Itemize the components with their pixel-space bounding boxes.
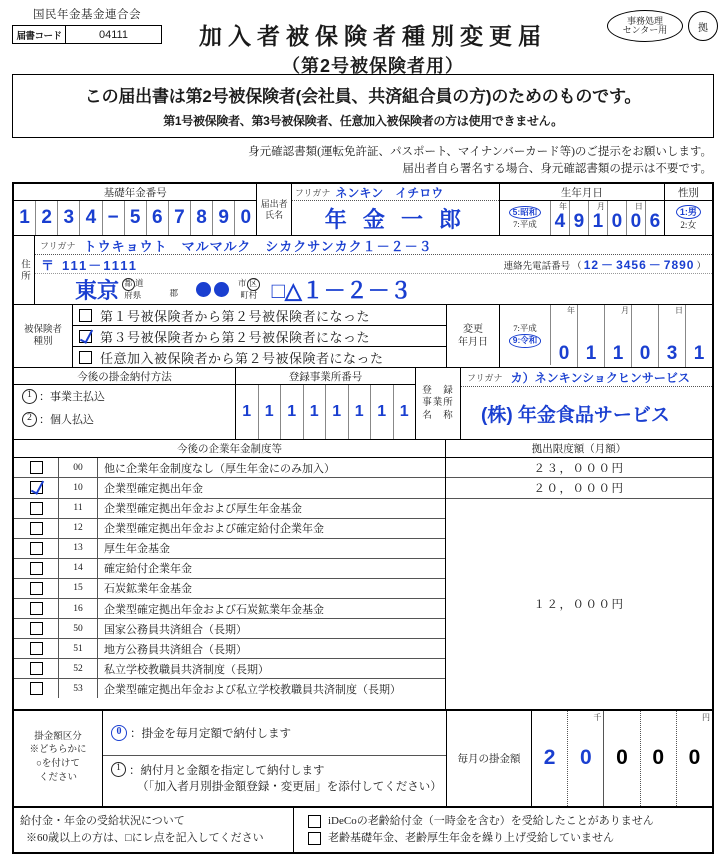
office-number-digits[interactable] [236, 385, 415, 439]
contribution-limit-label: 拠出限度額（月額） [446, 440, 712, 458]
address-furigana-label: フリガナ [40, 240, 76, 251]
table-row[interactable] [14, 519, 445, 539]
pension-number-field [14, 184, 257, 235]
monthly-amount-digit-5[interactable] [677, 711, 712, 806]
contribution-option-1[interactable] [103, 756, 446, 806]
cp-name: 厚生年金基金 [104, 543, 170, 556]
applicant-furigana-row [292, 184, 499, 201]
form-header [0, 0, 726, 76]
city-suffix-shi: 市 [238, 277, 247, 288]
cp-checkbox-cell[interactable] [14, 679, 59, 698]
applicant-name-label [257, 184, 291, 235]
applicant-furigana-value[interactable]: ネンキン イチロウ [335, 185, 444, 200]
postal-code-row [35, 255, 712, 274]
contribution-limit-00: ２３，０００円 [446, 458, 712, 478]
office-digit[interactable]: 1 [399, 403, 409, 421]
change-year-digit-2[interactable] [578, 305, 605, 367]
payment-option-2-label: ：個人払込 [39, 413, 94, 426]
cp-code: 00 [59, 458, 98, 477]
table-row[interactable] [14, 579, 445, 599]
cp-name: 石炭鉱業年金基金 [104, 583, 192, 596]
birth-day-digit-2[interactable] [646, 201, 664, 235]
sex-label: 性別 [665, 184, 712, 201]
cp-code: 10 [59, 478, 98, 497]
office-row [14, 368, 712, 440]
cp-checkbox-cell[interactable] [14, 499, 59, 518]
change-day-digit-1[interactable] [659, 305, 686, 367]
cp-name: 企業型確定拠出年金 [104, 482, 203, 495]
footer-check-2-label: 老齢基礎年金、老齢厚生年金を繰り上げ受給していません [328, 832, 614, 845]
payment-option-1[interactable] [22, 389, 235, 404]
stamp-oval-line1: 事務処理 [626, 15, 663, 26]
footer-checkbox-1[interactable] [308, 815, 321, 828]
monthly-amount-digit-4[interactable] [641, 711, 677, 806]
pn-digit[interactable]: 7 [169, 201, 191, 235]
furigana-label: フリガナ [294, 187, 331, 198]
change-digit-value[interactable]: 1 [585, 343, 597, 365]
footer-left-line-1: 給付金・年金の受給状況について [20, 814, 185, 827]
identity-note-line1: 身元確認書類(運転免許証、パスポート、マイナンバーカード等)のご提示をお願いします。 [248, 146, 712, 158]
contribution-label-1: 掛金額区分 [34, 731, 82, 742]
payment-method-options [14, 385, 235, 439]
birth-month-unit: 月 [596, 202, 605, 212]
table-row[interactable] [14, 478, 445, 498]
form-code-value: 04111 [99, 28, 128, 41]
page-title: 加入者被保険者種別変更届 [199, 23, 547, 49]
office-name-label-1: 登 録 [422, 385, 454, 396]
monthly-amount-digit-1[interactable] [532, 711, 568, 806]
office-digit[interactable]: 1 [371, 385, 394, 439]
yen-unit: 円 [702, 712, 711, 722]
category-label-1: 被保険者 [23, 325, 62, 335]
page-subtitle: （第2号被保険者用） [281, 56, 464, 76]
category-option-3-label: 任意加入被保険者から第２号被保険者になった [100, 350, 384, 366]
table-row[interactable] [14, 599, 445, 619]
cp-checkbox-cell[interactable] [14, 599, 59, 618]
birth-era-selector[interactable] [500, 201, 551, 235]
city-suffix-chouson: 町村 [240, 289, 258, 300]
pn-separator: − [103, 201, 125, 235]
pn-digit[interactable]: 6 [147, 201, 169, 235]
pn-digit[interactable]: 0 [240, 207, 252, 229]
change-month-digit-1[interactable] [605, 305, 632, 367]
address-detail-row [35, 274, 712, 304]
gun-label-text: 郡 [169, 288, 179, 299]
applicant-name-label-1: 届出者 [260, 199, 288, 210]
birth-digit-value[interactable]: 0 [630, 211, 642, 233]
office-furigana-value[interactable]: カ）ネンキンショクヒンサービス [510, 370, 690, 385]
cp-name: 国家公務員共済組合（長期） [104, 623, 247, 636]
payment-option-2-number[interactable]: 2 [22, 412, 37, 427]
sex-option-female[interactable]: 2:女 [680, 220, 697, 231]
birth-date-field [500, 184, 665, 235]
cp-name: 企業型確定拠出年金および石炭鉱業年金基金 [104, 603, 324, 616]
address-furigana-row [35, 236, 712, 255]
change-digit-value[interactable]: 0 [558, 343, 570, 365]
cp-code: 51 [59, 639, 98, 658]
contribution-option-1-number[interactable]: 1 [111, 762, 126, 777]
category-option-1-label: 第１号被保険者から第２号被保険者になった [100, 308, 371, 324]
processing-center-stamp-icon [607, 10, 683, 42]
category-option-2[interactable] [73, 326, 446, 347]
category-row [14, 305, 712, 368]
cp-checkbox-50[interactable] [30, 622, 43, 635]
corporate-pension-label: 今後の企業年金制度等 [14, 440, 445, 458]
birth-month-digit-1[interactable] [589, 201, 608, 235]
telephone-close-paren: ） [696, 261, 706, 272]
monthly-digit-value[interactable]: 2 [543, 746, 556, 770]
birth-month-digit-2[interactable] [608, 201, 627, 235]
footer-left-line-2: ※60歳以上の方は、□にレ点を記入してください [26, 832, 264, 845]
cp-checkbox-16[interactable] [30, 602, 43, 615]
telephone-separator-2: － [648, 258, 662, 273]
prefecture-value[interactable]: 東京 [75, 277, 120, 303]
birth-digit-value[interactable]: 9 [573, 211, 585, 233]
cp-checkbox-cell[interactable] [14, 619, 59, 638]
cp-checkbox-53[interactable] [30, 682, 43, 695]
thousand-unit: 千 [593, 712, 602, 722]
cp-checkbox-14[interactable] [30, 562, 43, 575]
corporate-pension-rows [14, 458, 445, 698]
prefecture-suffix-ken: 県 [132, 289, 142, 300]
cp-checkbox-12[interactable] [30, 522, 43, 535]
office-digit[interactable]: 1 [259, 385, 282, 439]
telephone-part-3[interactable]: 7890 [663, 257, 695, 272]
birth-date-label: 生年月日 [500, 184, 664, 201]
cp-checkbox-11[interactable] [30, 502, 43, 515]
prefecture-suffix [122, 278, 144, 301]
change-digit-value[interactable]: 1 [693, 343, 705, 365]
prefecture-suffix-fu: 府 [124, 289, 133, 300]
contribution-label-2: ※どちらかに [29, 745, 87, 756]
telephone-separator-1: － [601, 258, 615, 273]
sex-options[interactable] [665, 201, 712, 235]
change-day-digit-2[interactable] [686, 305, 712, 367]
cp-checkbox-cell[interactable] [14, 559, 59, 578]
cp-checkbox-cell[interactable] [14, 639, 59, 658]
contribution-option-0-number[interactable]: 0 [111, 725, 127, 741]
office-digit[interactable]: 1 [304, 385, 327, 439]
monthly-digit-value[interactable]: 0 [616, 746, 628, 770]
change-digit-value[interactable]: 3 [666, 343, 678, 365]
pn-digit[interactable]: 9 [213, 201, 235, 235]
prefecture-suffix-do: 道 [135, 277, 144, 288]
monthly-amount-field [447, 711, 712, 806]
cp-checkbox-cell[interactable] [14, 519, 59, 538]
city-suffix [238, 278, 260, 301]
cp-name: 他に企業年金制度なし（厚生年金にのみ加入） [104, 462, 335, 475]
table-row[interactable] [14, 619, 445, 639]
address-main [35, 236, 712, 304]
notice-primary: この届出書は第2号被保険者(会社員、共済組合員の方)のためのものです。 [84, 87, 642, 106]
payment-option-2[interactable] [22, 412, 235, 427]
monthly-digit-value[interactable]: 0 [688, 746, 701, 770]
birth-day-digit-1[interactable] [627, 201, 646, 235]
cp-name: 企業型確定拠出年金および確定給付企業年金 [104, 523, 324, 536]
office-name-value[interactable]: (株) 年金食品サービス [481, 404, 670, 426]
category-label-2: 種別 [33, 337, 53, 348]
contribution-label-4: ください [38, 772, 77, 783]
contribution-label-3: ○を付けて [36, 759, 80, 770]
contribution-option-1-sub: （「加入者月別掛金額登録・変更届」を添付してください） [137, 780, 442, 793]
cp-checkbox-10[interactable] [30, 481, 43, 494]
telephone-part-1[interactable]: 12 [583, 257, 600, 272]
cp-code: 52 [59, 659, 98, 678]
payment-method-label: 今後の掛金納付方法 [14, 368, 235, 385]
cp-checkbox-00[interactable] [30, 461, 43, 474]
cp-checkbox-cell[interactable] [14, 539, 59, 558]
change-era-option-heisei[interactable]: 7:平成 [513, 322, 537, 333]
main-form-table [12, 182, 714, 807]
identity-note-line2: 届出者自ら署名する場合、身元確認書類の提示は不要です。 [402, 162, 712, 175]
city-mark-dots [196, 282, 229, 297]
birth-digit-value[interactable]: 0 [611, 211, 623, 233]
change-date-field [500, 305, 712, 367]
notice-secondary: 第1号被保険者、第3号被保険者、任意加入被保険者の方は使用できません。 [163, 114, 563, 128]
office-number-label: 登録事業所番号 [236, 368, 415, 385]
cp-code: 12 [59, 519, 98, 538]
contribution-label [14, 711, 103, 806]
contribution-option-1-label: ：納付月と金額を指定して納付します [129, 764, 325, 777]
monthly-digit-value[interactable]: 0 [579, 746, 592, 770]
table-row[interactable] [14, 679, 445, 698]
city-dot-icon [214, 282, 229, 297]
category-label [14, 305, 73, 367]
birth-year-unit: 年 [558, 202, 567, 212]
address-row [14, 236, 712, 305]
birth-digit-value[interactable]: 1 [592, 211, 604, 233]
cp-code: 15 [59, 579, 98, 598]
payment-option-1-number[interactable]: 1 [22, 389, 37, 404]
form-code-label: 届書コード [13, 26, 66, 43]
telephone-open-paren: （ [572, 261, 582, 272]
city-dot-icon [196, 282, 211, 297]
notice-box [12, 74, 714, 138]
birth-era-option-heisei[interactable]: 7:平成 [513, 219, 537, 230]
office-furigana-label: フリガナ [467, 372, 503, 383]
gun-label [170, 280, 179, 300]
cp-code: 14 [59, 559, 98, 578]
cp-name: 企業型確定拠出年金および厚生年金基金 [104, 503, 302, 516]
office-digit[interactable]: 1 [326, 385, 349, 439]
office-number-field [236, 368, 416, 439]
birth-digit-value[interactable]: 4 [554, 211, 566, 233]
address-detail-value[interactable]: □△１－２－３ [271, 277, 412, 303]
pension-number-digits[interactable] [14, 201, 256, 235]
contribution-options [103, 711, 447, 806]
identity-row [14, 184, 712, 236]
cp-code: 11 [59, 499, 98, 518]
table-row[interactable] [14, 458, 445, 478]
birth-date-body [500, 201, 664, 235]
monthly-amount-digit-2[interactable] [568, 711, 604, 806]
cp-checkbox-15[interactable] [30, 582, 43, 595]
monthly-amount-label: 毎月の掛金額 [447, 711, 532, 806]
contribution-row [14, 711, 712, 806]
contribution-option-0-label: ：掛金を毎月定額で納付します [130, 727, 291, 740]
cp-name: 確定給付企業年金 [104, 563, 192, 576]
telephone-block [504, 256, 706, 273]
payment-option-1-label: ：事業主払込 [39, 390, 105, 403]
identity-note [0, 144, 712, 177]
contribution-limit-10: ２０，０００円 [446, 478, 712, 498]
footer-box [12, 808, 714, 854]
cp-code: 53 [59, 679, 98, 698]
category-checkbox-2[interactable] [79, 330, 92, 343]
applicant-name-field [292, 184, 500, 235]
postal-code-value[interactable]: 111－1111 [62, 257, 139, 273]
cp-code: 50 [59, 619, 98, 638]
change-era-selector[interactable] [500, 305, 551, 365]
table-row[interactable] [14, 639, 445, 659]
cp-code: 13 [59, 539, 98, 558]
contribution-option-0[interactable] [103, 711, 446, 756]
office-name-label-3: 名 称 [422, 411, 454, 422]
pn-digit[interactable]: 3 [58, 201, 80, 235]
sex-field [665, 184, 712, 235]
pn-digit[interactable]: 5 [125, 201, 147, 235]
corporate-pension-list [14, 440, 446, 708]
table-row[interactable] [14, 559, 445, 579]
contribution-limit-merged: １２，０００円 [533, 598, 625, 611]
category-checkbox-1[interactable] [79, 309, 92, 322]
change-digit-value[interactable]: 0 [639, 343, 651, 365]
pn-digit[interactable]: 8 [191, 201, 213, 235]
pension-number-label: 基礎年金番号 [14, 184, 256, 201]
change-month-digit-2[interactable] [632, 305, 659, 367]
stamp-oval-line2: センター用 [622, 25, 668, 35]
cp-checkbox-cell[interactable] [14, 659, 59, 678]
office-digit[interactable]: 1 [236, 385, 259, 439]
office-digit[interactable]: 1 [349, 385, 372, 439]
change-date-label-2: 年月日 [458, 337, 488, 349]
birth-year-digit-1[interactable] [551, 201, 570, 235]
monthly-digit-value[interactable]: 0 [652, 746, 665, 770]
table-row[interactable] [14, 659, 445, 679]
category-option-3[interactable] [73, 347, 446, 367]
cp-checkbox-52[interactable] [30, 662, 43, 675]
kyo-stamp-icon: 拠 [688, 11, 718, 41]
pn-digit[interactable]: 4 [80, 201, 102, 235]
birth-era-option-showa[interactable]: 5:昭和 [509, 206, 542, 219]
change-day-unit: 日 [675, 306, 683, 316]
pn-digit[interactable]: 2 [36, 201, 58, 235]
cp-checkbox-13[interactable] [30, 542, 43, 555]
footer-check-row-1[interactable] [308, 813, 712, 831]
footer-check-1-label: iDeCoの老齢給付金（一時金を含む）を受給したことがありません [328, 814, 654, 827]
change-date-label [447, 305, 500, 367]
contribution-limit-column [446, 440, 712, 708]
category-option-1[interactable] [73, 305, 446, 326]
change-year-unit: 年 [567, 306, 575, 316]
cp-code: 16 [59, 599, 98, 618]
office-digit[interactable]: 1 [281, 385, 304, 439]
table-row[interactable] [14, 499, 445, 519]
table-row[interactable] [14, 539, 445, 559]
sex-option-male[interactable]: 1:男 [676, 205, 701, 220]
applicant-name-label-2: 氏名 [265, 209, 284, 220]
change-month-unit: 月 [621, 306, 629, 316]
birth-digit-value[interactable]: 6 [649, 211, 661, 233]
applicant-name-value[interactable]: 年 金 一 郎 [324, 206, 467, 232]
cp-checkbox-51[interactable] [30, 642, 43, 655]
footer-right [294, 808, 712, 852]
organization-name: 国民年金基金連合会 [33, 9, 141, 21]
cp-name: 企業型確定拠出年金および私立学校教職員共済制度（長期） [104, 683, 401, 696]
monthly-amount-digit-3[interactable] [604, 711, 640, 806]
office-name-field [461, 368, 712, 439]
payment-method-field [14, 368, 236, 439]
change-digit-value[interactable]: 1 [612, 343, 624, 365]
birth-day-unit: 日 [634, 202, 643, 212]
address-furigana-value[interactable]: トウキョウト マルマルク シカクサンカク１－２－３ [83, 238, 433, 254]
organization-block [12, 6, 162, 44]
corporate-pension-row [14, 440, 712, 710]
office-furigana-row [461, 368, 712, 387]
cp-name: 私立学校教職員共済制度（長期） [104, 663, 269, 676]
office-name-label-2: 事業所 [422, 398, 454, 409]
change-year-digit-1[interactable] [551, 305, 578, 367]
postal-mark-icon: 〒 [41, 257, 57, 273]
category-options [73, 305, 447, 367]
monthly-amount-digits[interactable] [532, 711, 712, 806]
office-name-label [416, 368, 461, 439]
cp-checkbox-cell[interactable] [14, 579, 59, 598]
change-era-option-reiwa[interactable]: 9:令和 [509, 334, 542, 347]
footer-left [14, 808, 294, 852]
stamp-area [607, 10, 718, 42]
change-date-label-1: 変更 [463, 324, 483, 336]
category-checkbox-3[interactable] [79, 351, 92, 364]
telephone-label: 連絡先電話番号 [503, 261, 571, 272]
address-side-label: 住所 [14, 236, 35, 304]
prefecture-suffix-to: 都 [122, 278, 135, 291]
city-suffix-ku: 区 [247, 278, 260, 291]
birth-year-digit-2[interactable] [570, 201, 589, 235]
cp-checkbox-cell[interactable] [14, 458, 59, 477]
category-option-2-label: 第３号被保険者から第２号被保険者になった [100, 329, 371, 345]
cp-checkbox-cell[interactable] [14, 478, 59, 497]
form-code-row [12, 25, 162, 44]
pn-digit[interactable]: 1 [14, 201, 36, 235]
telephone-part-2[interactable]: 3456 [616, 257, 647, 272]
contribution-option-1-text [129, 762, 442, 794]
cp-name: 地方公務員共済組合（長期） [104, 643, 247, 656]
